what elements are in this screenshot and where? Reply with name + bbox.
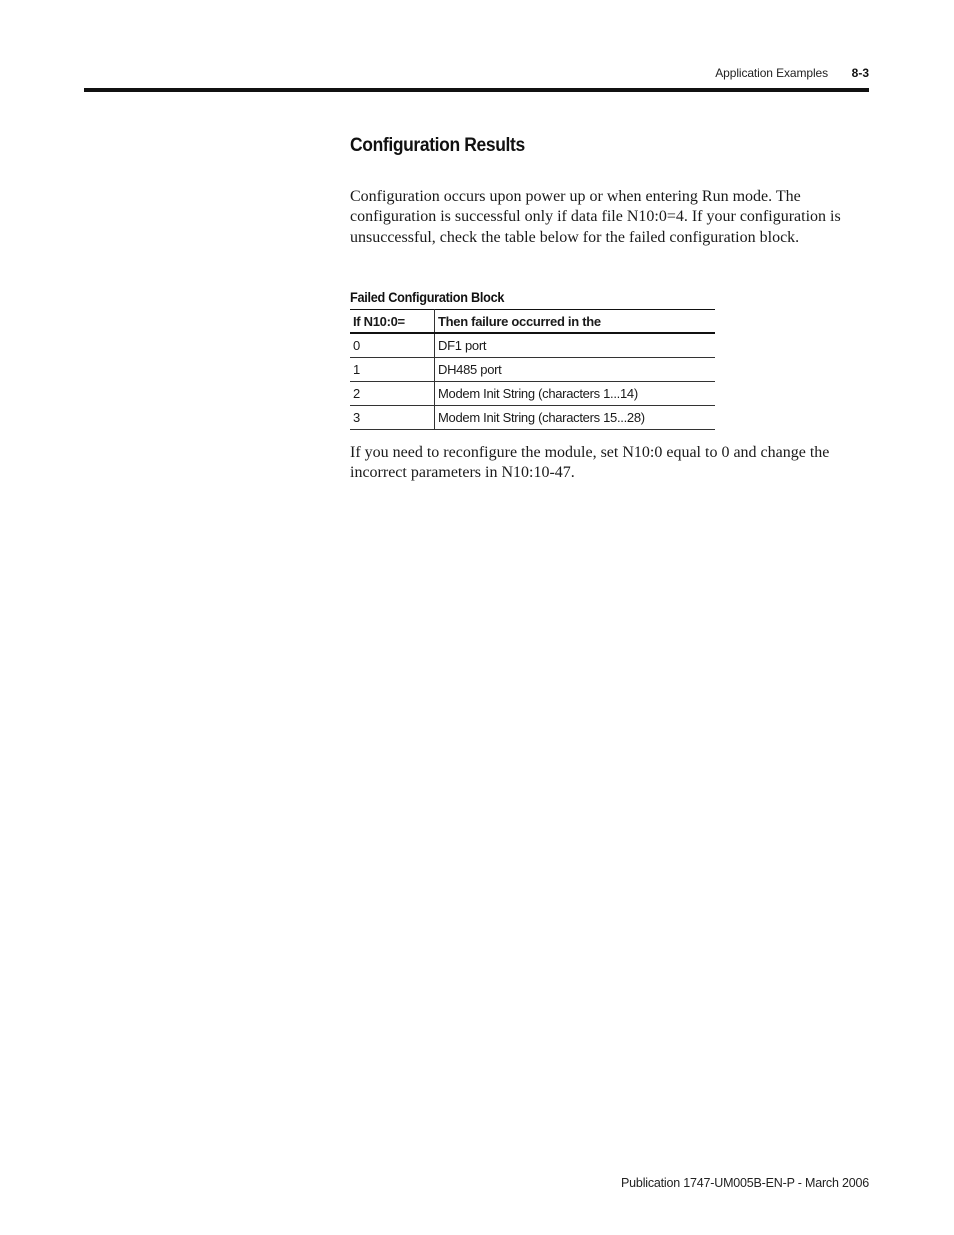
table-header-row	[350, 310, 715, 334]
header-cell-failure: Then failure occurred in the	[435, 310, 716, 334]
header-rule	[84, 88, 869, 92]
cell-failure: DF1 port	[435, 333, 716, 358]
cell-failure: Modem Init String (characters 1...14)	[435, 382, 716, 406]
table-caption: Failed Configuration Block	[350, 290, 505, 305]
cell-value: 1	[350, 358, 435, 382]
page-number: 8-3	[851, 66, 869, 80]
table-row	[350, 358, 715, 382]
section-title: Configuration Results	[350, 135, 525, 156]
intro-paragraph: Configuration occurs upon power up or when entering Run mode. The configuration is successful only if data file N10:0=4. If your configuration is unsuccessful, check the table below for the failed configuration block.	[350, 188, 841, 246]
table-row	[350, 333, 715, 358]
cell-value: 2	[350, 382, 435, 406]
table-row	[350, 406, 715, 430]
cell-value: 3	[350, 406, 435, 430]
cell-failure: Modem Init String (characters 15...28)	[435, 406, 716, 430]
publication-footer: Publication 1747-UM005B-EN-P - March 2006	[621, 1176, 869, 1190]
table-row	[350, 382, 715, 406]
cell-failure: DH485 port	[435, 358, 716, 382]
cell-value: 0	[350, 333, 435, 358]
closing-paragraph: If you need to reconfigure the module, set N10:0 equal to 0 and change the incorrect parameters in N10:10-47.	[350, 444, 830, 482]
failed-configuration-table	[350, 309, 715, 430]
running-header: Application Examples	[715, 66, 828, 80]
header-cell-value: If N10:0=	[350, 310, 435, 334]
